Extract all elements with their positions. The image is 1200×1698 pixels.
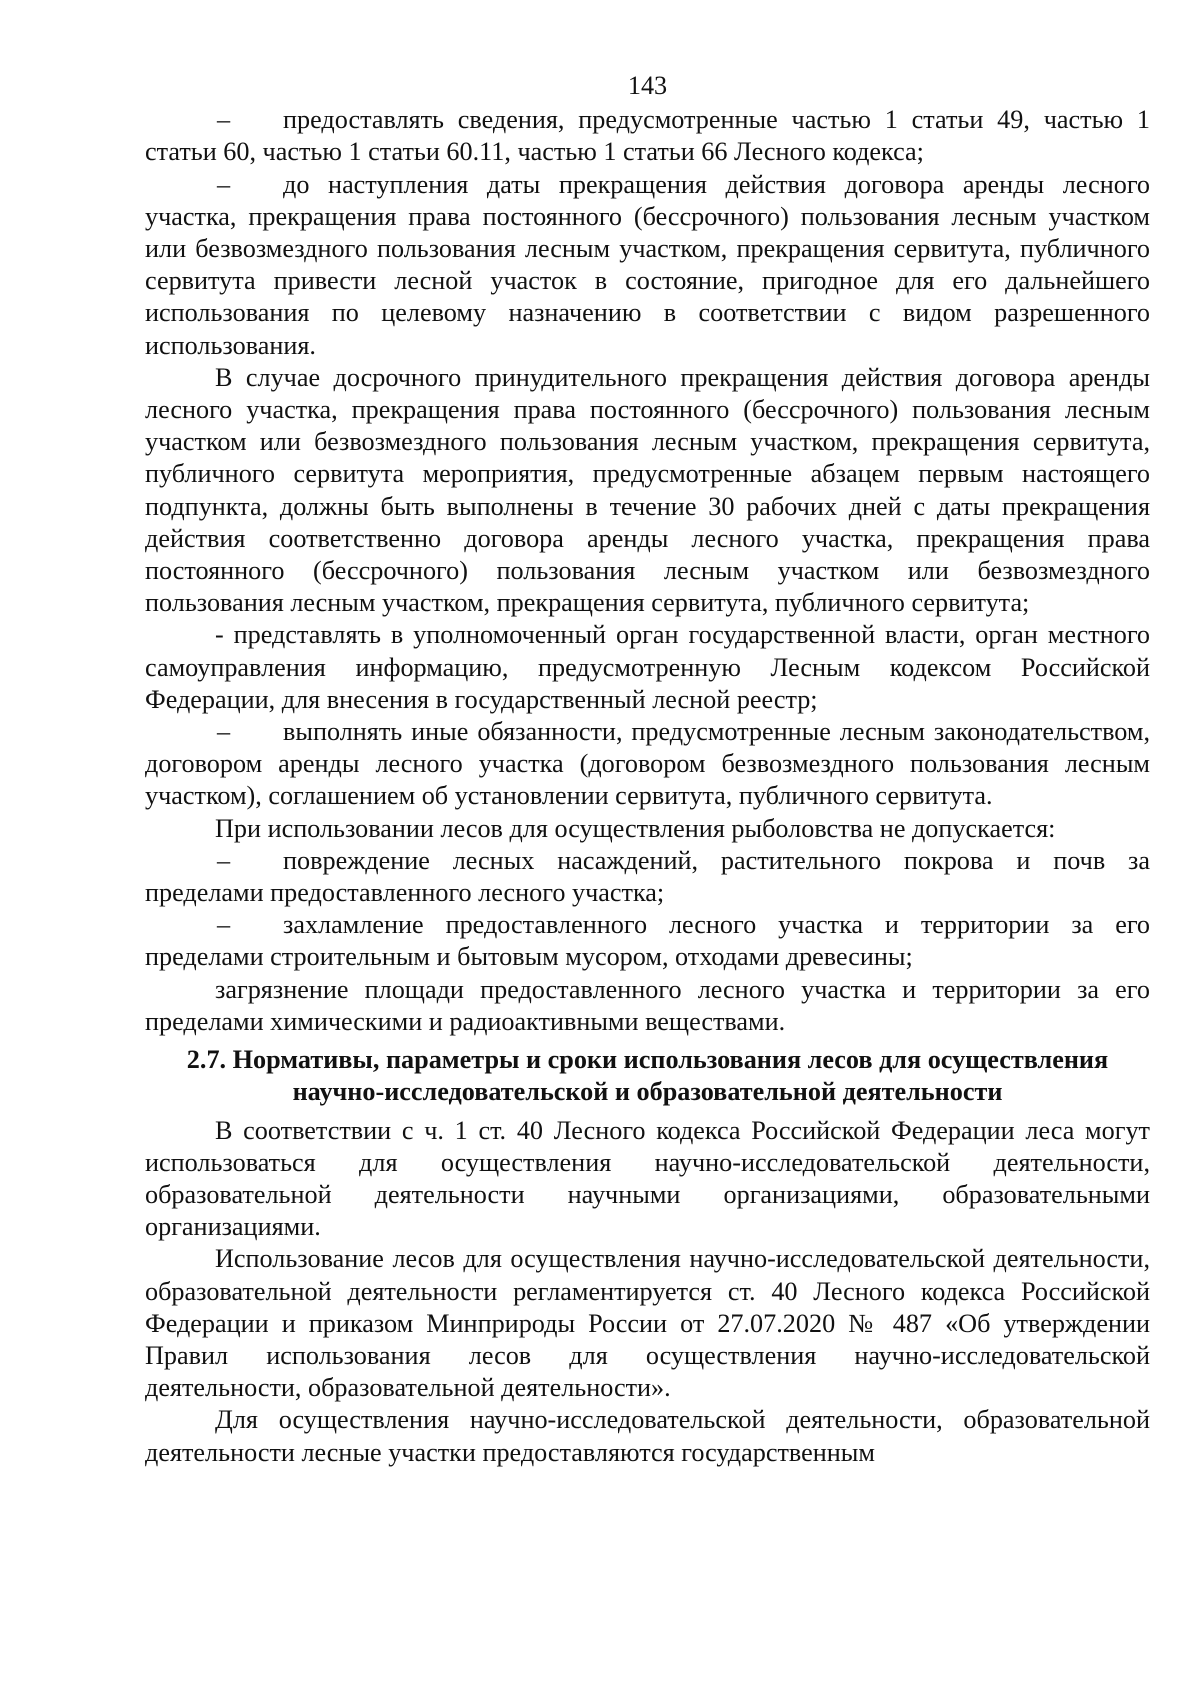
paragraph-early-termination: В случае досрочного принудительного прекращения действия договора аренды лесного участка, прекращения права постоянного (бессрочного) пользования лесным участком или безвозмездного пользования лесным участком, прекращения сервитута, публичного сервитута мероприятия, предусмотренные абзацем первым настоящего подпункта, должны быть выполнены в течение 30 рабочих дней с даты прекращения действия соответственно договора аренды лесного участка, прекращения права постоянного (бессрочного) пользования лесным участком или безвозмездного пользования лесным участком, прекращения сервитута, публичного сервитута; (145, 362, 1150, 618)
paragraph-report-registry: - представлять в уполномоченный орган государственной власти, орган местного самоуправления информацию, предусмотренную Лесным кодексом Российской Федерации, для внесения в государственный лесной реестр; (145, 620, 1150, 714)
paragraph-text: предоставлять сведения, предусмотренные частью 1 статьи 49, частью 1 статьи 60, частью 1 статьи 60.11, частью 1 статьи 66 Лесного кодекса; (145, 105, 1150, 167)
page-number: 143 (627, 71, 668, 100)
paragraph-text: захламление предоставленного лесного участка и территории за его пределами строительным и бытовым мусором, отходами древесины; (145, 910, 1150, 972)
paragraph-provision: Для осуществления научно-исследовательской деятельности, образовательной деятельности лесные участки предоставляются государственным (145, 1405, 1150, 1467)
paragraph-text: до наступления даты прекращения действия договора аренды лесного участка, прекращения права постоянного (бессрочного) пользования лесным участком или безвозмездного пользования лесным участком, прекращения сервитута, публичного сервитута привести лесной участок в состояние, пригодное для его дальнейшего использования по целевому назначению в соответствии с видом разрешенного использования. (145, 169, 1150, 360)
paragraph-dash-4 (145, 845, 1150, 909)
document-page (145, 70, 1150, 1469)
section-heading-line-2: научно-исследовательской и образовательной деятельности (292, 1077, 1003, 1107)
dash-mark: – (217, 169, 231, 199)
paragraph-regulation: Использование лесов для осуществления научно-исследовательской деятельности, образовательной деятельности регламентируется ст. 40 Лесного кодекса Российской Федерации и приказом Минприроды России от 27.07.2020 № 487 «Об утверждении Правил использования лесов для осуществления научно-исследовательской деятельности, образовательной деятельности». (145, 1244, 1150, 1403)
dash-mark: – (217, 105, 231, 135)
section-heading-line-1: 2.7. Нормативы, параметры и сроки использования лесов для осуществления (186, 1045, 1109, 1075)
paragraph-dash-3 (145, 716, 1150, 813)
paragraph-fishing-prohibitions: При использовании лесов для осуществления рыболовства не допускается: (215, 813, 1056, 843)
dash-mark: – (217, 717, 231, 747)
paragraph-dash-1 (145, 104, 1150, 168)
dash-mark: – (217, 910, 231, 940)
section-heading (145, 1044, 1150, 1108)
paragraph-dash-2 (145, 169, 1150, 362)
paragraph-pollution: загрязнение площади предоставленного лесного участка и территории за его пределами химическими и радиоактивными веществами. (145, 974, 1150, 1036)
dash-mark: – (217, 845, 231, 875)
paragraph-article-40: В соответствии с ч. 1 ст. 40 Лесного кодекса Российской Федерации леса могут использоваться для осуществления научно-исследовательской деятельности, образовательной деятельности научными организациями, образовательными организациями. (145, 1115, 1150, 1242)
paragraph-dash-5 (145, 909, 1150, 973)
paragraph-text: повреждение лесных насаждений, растительного покрова и почв за пределами предоставленного лесного участка; (145, 845, 1150, 908)
paragraph-text: выполнять иные обязанности, предусмотренные лесным законодательством, договором аренды лесного участка (договором безвозмездного пользования лесным участком), соглашением об установлении сервитута, публичного сервитута. (145, 717, 1150, 811)
